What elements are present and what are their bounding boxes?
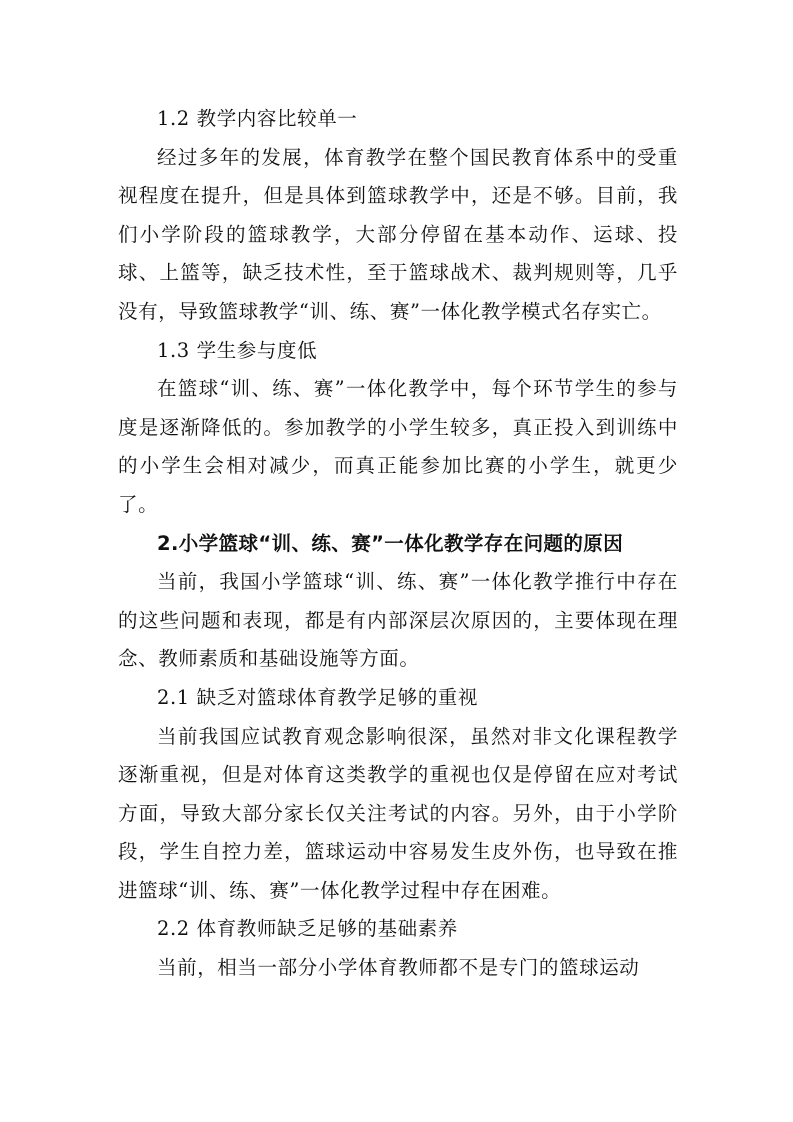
- paragraph-lack-of-attention: 当前我国应试教育观念影响很深，虽然对非文化课程教学逐渐重视，但是对体育这类教学的重视也仅是停留在应对考试方面，导致大部分家长仅关注考试的内容。另外，由于小学阶段，学生自控力差，篮球运动中容易发生皮外伤，也导致在推进篮球“训、练、赛”一体化教学过程中存在困难。: [118, 724, 678, 902]
- section-heading-2: 2.小学篮球“训、练、赛”一体化教学存在问题的原因: [157, 531, 624, 555]
- paragraph-teaching-content: 经过多年的发展，体育教学在整个国民教育体系中的受重视程度在提升，但是具体到篮球教学中，还是不够。目前，我们小学阶段的篮球教学，大部分停留在基本动作、运球、投球、上篮等，缺乏技术性，至于篮球战术、裁判规则等，几乎没有，导致篮球教学“训、练、赛”一体化教学模式名存实亡。: [118, 145, 678, 323]
- section-heading-1-3: 1.3 学生参与度低: [157, 338, 318, 362]
- paragraph-student-participation: 在篮球“训、练、赛”一体化教学中，每个环节学生的参与度是逐渐降低的。参加教学的小学生较多，真正投入到训练中的小学生会相对减少，而真正能参加比赛的小学生，就更少了。: [118, 377, 678, 516]
- document-body: [118, 100, 678, 988]
- paragraph-teacher-quality: 当前，相当一部分小学体育教师都不是专门的篮球运动: [157, 956, 640, 980]
- section-heading-2-1: 2.1 缺乏对篮球体育教学足够的重视: [157, 685, 479, 709]
- paragraph-causes-intro: 当前，我国小学篮球“训、练、赛”一体化教学推行中存在的这些问题和表现，都是有内部深层次原因的，主要体现在理念、教师素质和基础设施等方面。: [118, 570, 678, 671]
- section-heading-2-2: 2.2 体育教师缺乏足够的基础素养: [157, 917, 458, 941]
- section-heading-1-2: 1.2 教学内容比较单一: [157, 107, 358, 130]
